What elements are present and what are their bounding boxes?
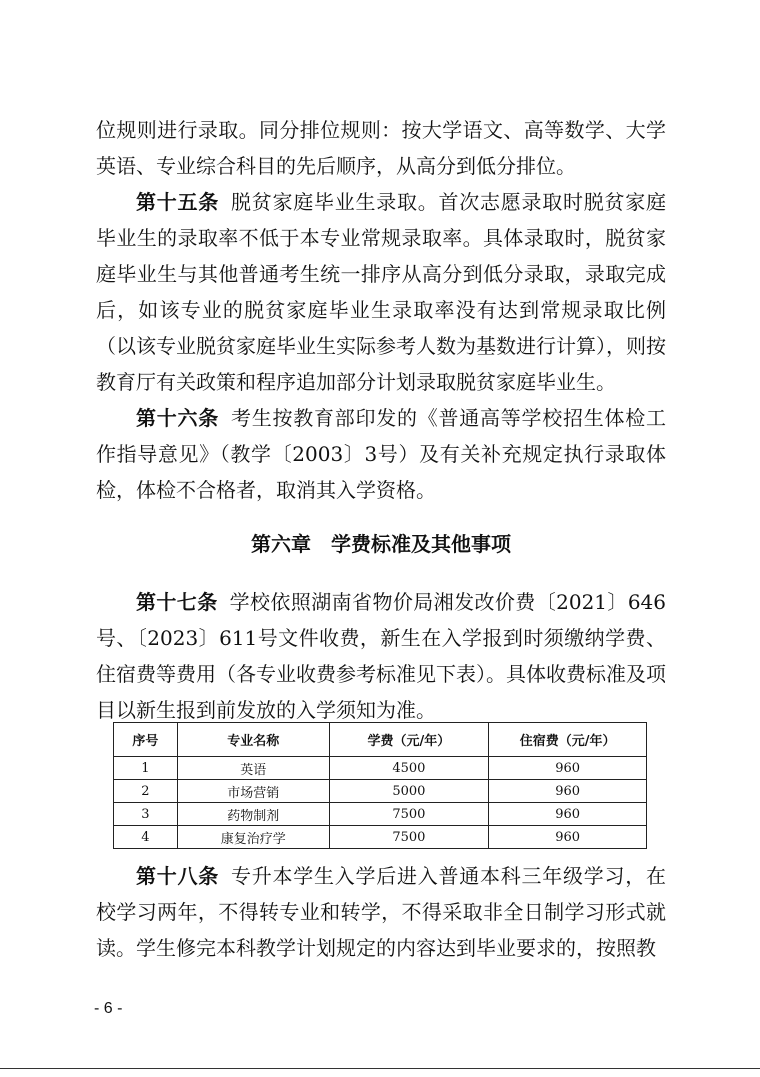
article-16-heading: 第十六条: [136, 406, 219, 430]
paragraph-article-17: [96, 584, 666, 728]
table-row: [114, 826, 647, 849]
col-header-tuition: 学费（元/年）: [329, 723, 489, 757]
cell-major: 英语: [177, 757, 329, 780]
paragraph-admission-rules: 位规则进行录取。同分排位规则：按大学语文、高等数学、大学英语、专业综合科目的先后顺序，从高分到低分排位。: [96, 118, 666, 178]
article-17-heading: 第十七条: [136, 590, 218, 614]
cell-tuition: 7500: [329, 803, 489, 826]
table-row: [114, 803, 647, 826]
article-16-text: 考生按教育部印发的《普通高等学校招生体检工作指导意见》（教学〔2003〕3号）及有关补充规定执行录取体检，体检不合格者，取消其入学资格。: [96, 406, 666, 502]
fee-table: [113, 722, 647, 849]
article-15-text: 脱贫家庭毕业生录取。首次志愿录取时脱贫家庭毕业生的录取率不低于本专业常规录取率。具体录取时，脱贫家庭毕业生与其他普通考生统一排序从高分到低分录取，录取完成后，如该专业的脱贫家庭毕业生录取率没有达到常规录取比例（以该专业脱贫家庭毕业生实际参考人数为基数进行计算），则按教育厅有关政策和程序追加部分计划录取脱贫家庭毕业生。: [96, 190, 666, 394]
table-row: [114, 757, 647, 780]
cell-tuition: 5000: [329, 780, 489, 803]
bottom-divider: [0, 1068, 760, 1069]
cell-tuition: 7500: [329, 826, 489, 849]
col-header-index: 序号: [114, 723, 178, 757]
page-number: - 6 -: [94, 1000, 123, 1017]
cell-major: 药物制剂: [177, 803, 329, 826]
fee-table-header-row: [114, 723, 647, 757]
cell-index: 3: [114, 803, 178, 826]
table-row: [114, 780, 647, 803]
cell-accommodation: 960: [489, 803, 647, 826]
col-header-major: 专业名称: [177, 723, 329, 757]
col-header-accommodation: 住宿费（元/年）: [489, 723, 647, 757]
cell-tuition: 4500: [329, 757, 489, 780]
paragraph-article-16: [96, 400, 666, 508]
cell-accommodation: 960: [489, 780, 647, 803]
article-18-heading: 第十八条: [136, 864, 219, 888]
paragraph-article-15: [96, 184, 666, 400]
chapter-title: 第六章 学费标准及其他事项: [251, 532, 511, 556]
cell-major: 市场营销: [177, 780, 329, 803]
paragraph-article-18: [96, 858, 666, 966]
article-15-heading: 第十五条: [136, 190, 219, 214]
cell-major: 康复治疗学: [177, 826, 329, 849]
article-17-text: 学校依照湖南省物价局湘发改价费〔2021〕646号、〔2023〕611号文件收费，新生在入学报到时须缴纳学费、住宿费等费用（各专业收费参考标准见下表）。具体收费标准及项目以新生报到前发放的入学须知为准。: [96, 590, 666, 722]
article-18-text: 专升本学生入学后进入普通本科三年级学习，在校学习两年，不得转专业和转学，不得采取非全日制学习形式就读。学生修完本科教学计划规定的内容达到毕业要求的，按照教: [96, 864, 666, 960]
cell-accommodation: 960: [489, 826, 647, 849]
cell-index: 4: [114, 826, 178, 849]
cell-index: 2: [114, 780, 178, 803]
cell-accommodation: 960: [489, 757, 647, 780]
cell-index: 1: [114, 757, 178, 780]
